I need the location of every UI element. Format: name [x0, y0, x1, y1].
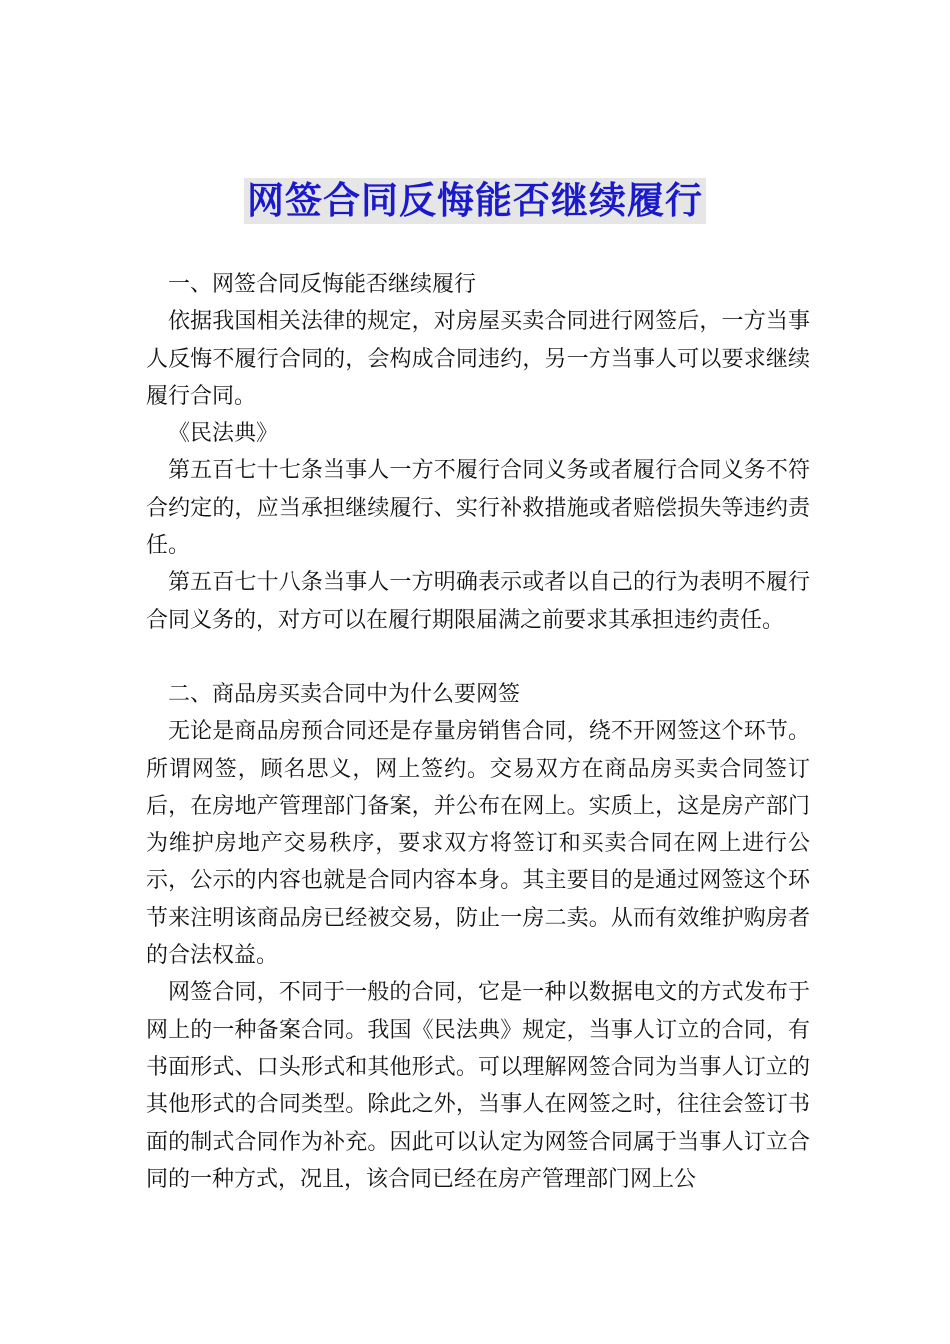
- section-heading-1: 一、网签合同反悔能否继续履行: [168, 272, 477, 297]
- law-article-577: 第五百七十七条当事人一方不履行合同义务或者履行合同义务不符合约定的，应当承担继续履行、实行补救措施或者赔偿损失等违约责任。: [146, 458, 810, 559]
- law-article-578: 第五百七十八条当事人一方明确表示或者以自己的行为表明不履行合同义务的，对方可以在履行期限届满之前要求其承担违约责任。: [146, 570, 810, 633]
- law-reference: 《民法典》: [168, 421, 279, 447]
- paragraph: 网签合同，不同于一般的合同，它是一种以数据电文的方式发布于网上的一种备案合同。我国《民法典》规定，当事人订立的合同，有书面形式、口头形式和其他形式。可以理解网签合同为当事人订立的其他形式的合同类型。除此之外，当事人在网签之时，往往会签订书面的制式合同作为补充。因此可以认定为网签合同属于当事人订立合同的一种方式，况且，该合同已经在房产管理部门网上公: [146, 980, 810, 1192]
- paragraph: 依据我国相关法律的规定，对房屋买卖合同进行网签后，一方当事人反悔不履行合同的，会构成合同违约，另一方当事人可以要求继续履行合同。: [146, 309, 810, 409]
- document-body: [146, 266, 810, 1198]
- section-spacer: [146, 639, 810, 676]
- paragraph: 无论是商品房预合同还是存量房销售合同，绕不开网签这个环节。所谓网签，顾名思义，网上签约。交易双方在商品房买卖合同签订后，在房地产管理部门备案，并公布在网上。实质上，这是房产部门为维护房地产交易秩序，要求双方将签订和买卖合同在网上进行公示，公示的内容也就是合同内容本身。其主要目的是通过网签这个环节来注明该商品房已经被交易，防止一房二卖。从而有效维护购房者的合法权益。: [146, 719, 810, 969]
- section-heading-2: 二、商品房买卖合同中为什么要网签: [168, 681, 521, 707]
- document-title: 网签合同反悔能否继续履行: [244, 178, 706, 224]
- title-container: [0, 178, 950, 224]
